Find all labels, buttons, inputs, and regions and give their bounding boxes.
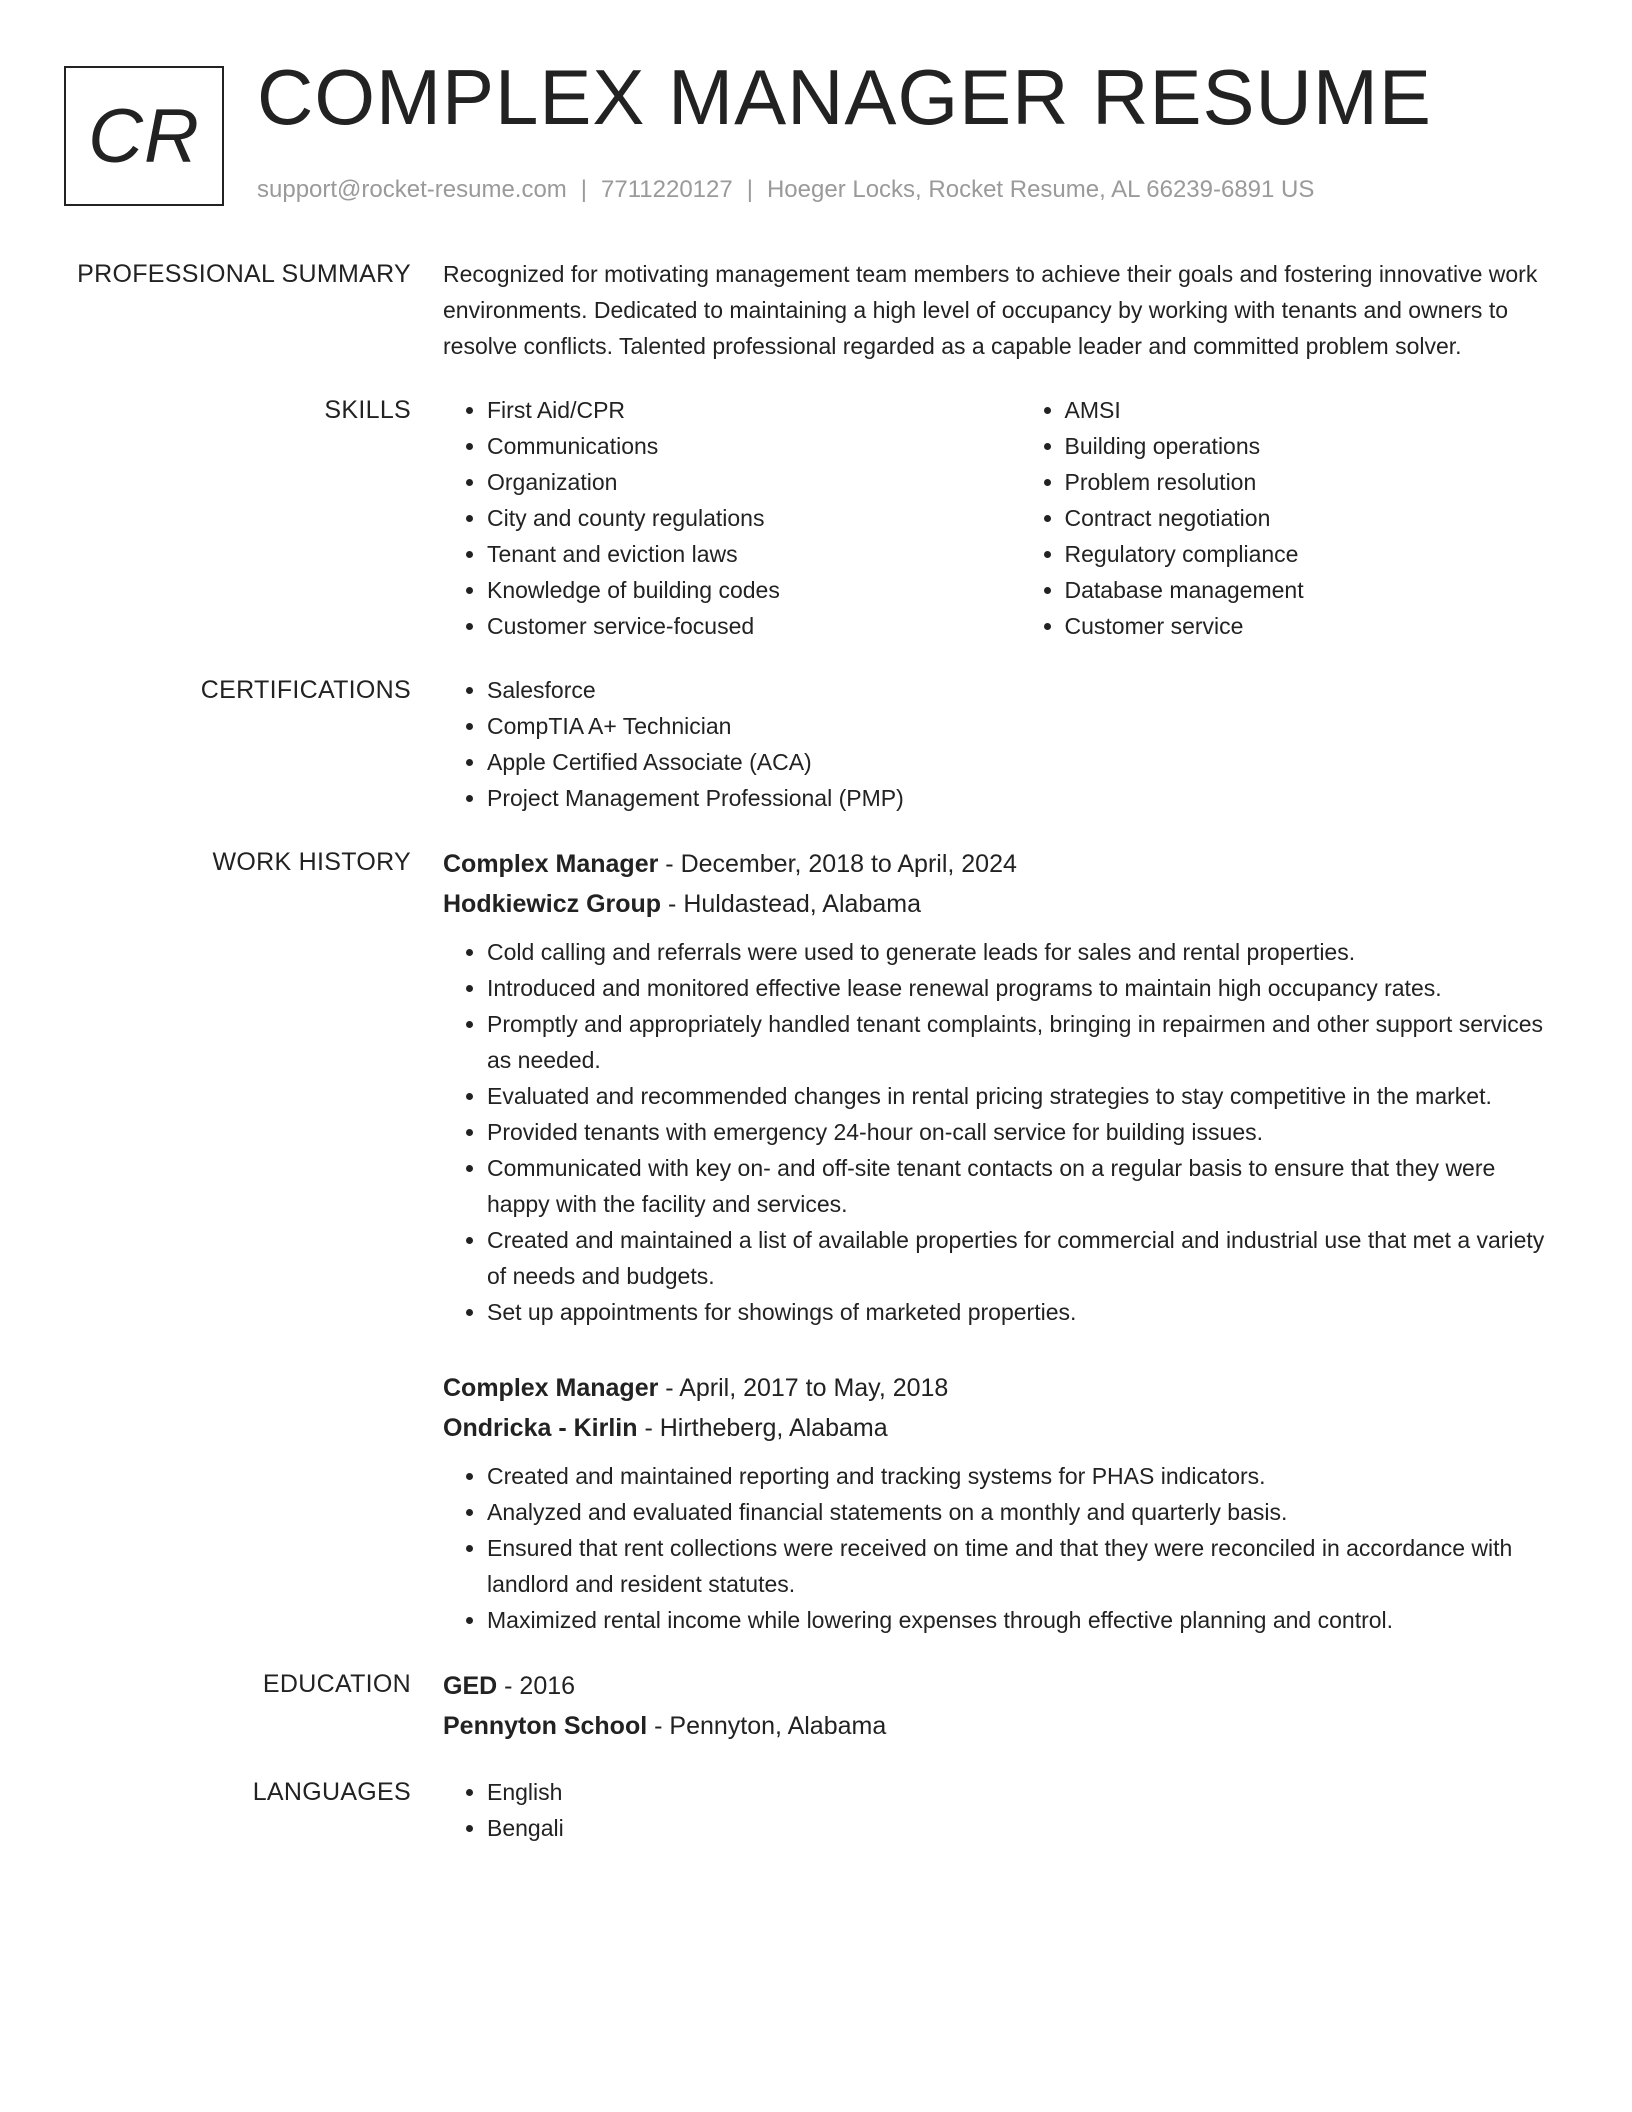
language-item: • Bengali [487,1810,1553,1846]
monogram-box [64,66,224,206]
job-company: Ondricka - Kirlin [443,1414,638,1442]
job-duties-list [443,934,1553,1330]
section-label-languages: LANGUAGES [252,1778,411,1806]
education-year: - 2016 [504,1672,576,1700]
job-duty: • Analyzed and evaluated financial statements on a monthly and quarterly basis. [487,1494,1553,1530]
education-body [443,1666,1553,1746]
job-title-line [443,1368,1553,1408]
section-label-skills: SKILLS [324,396,411,424]
skills-list-left [443,392,976,644]
languages-list [443,1774,1553,1846]
job-location: - Hirtheberg, Alabama [644,1414,888,1442]
job-duty: • Introduced and monitored effective lease renewal programs to maintain high occupancy rates. [487,970,1553,1006]
section-label-summary: PROFESSIONAL SUMMARY [77,260,411,288]
work-history-body [443,844,1553,1638]
summary-text: Recognized for motivating management team members to achieve their goals and fostering innovative work environments. Dedicated to maintaining a high level of occupancy by working with tenants and owners to resolve conflicts. Talented professional regarded as a capable leader and committed problem solver. [443,261,1538,359]
skill-item: • AMSI [1065,392,1554,428]
education-school: Pennyton School [443,1712,648,1740]
section-skills [0,392,1632,644]
education-degree: GED [443,1672,498,1700]
certification-item: • Apple Certified Associate (ACA) [487,744,1553,780]
skill-item: • Customer service-focused [487,608,976,644]
section-work-history [0,844,1632,1638]
job-entry [443,1368,1553,1638]
language-item: • English [487,1774,1553,1810]
job-title: Complex Manager [443,1374,659,1402]
section-label-work-history: WORK HISTORY [212,848,411,876]
job-duty: • Cold calling and referrals were used to generate leads for sales and rental properties. [487,934,1553,970]
job-duty: • Set up appointments for showings of marketed properties. [487,1294,1553,1330]
education-location: - Pennyton, Alabama [654,1712,887,1740]
resume-content [0,256,1632,1874]
education-degree-line [443,1666,1553,1706]
job-company-line [443,1408,1553,1448]
skill-item: • Building operations [1065,428,1554,464]
job-duty: • Ensured that rent collections were received on time and that they were reconciled in accordance with landlord and resident statutes. [487,1530,1553,1602]
skill-item: • Contract negotiation [1065,500,1554,536]
job-duty: • Maximized rental income while lowering expenses through effective planning and control. [487,1602,1553,1638]
contact-email[interactable]: support@rocket-resume.com [257,176,567,203]
section-label-certifications: CERTIFICATIONS [200,676,411,704]
section-education [0,1666,1632,1746]
certification-item: • Salesforce [487,672,1553,708]
skill-item: • City and county regulations [487,500,976,536]
job-dates: - December, 2018 to April, 2024 [665,850,1017,878]
job-duty: • Created and maintained a list of available properties for commercial and industrial use that met a variety of needs and budgets. [487,1222,1553,1294]
skill-item: • Tenant and eviction laws [487,536,976,572]
job-duties-list [443,1458,1553,1638]
section-label-education: EDUCATION [262,1670,411,1698]
skill-item: • Communications [487,428,976,464]
job-duty: • Promptly and appropriately handled tenant complaints, bringing in repairmen and other support services as needed. [487,1006,1553,1078]
education-school-line [443,1706,1553,1746]
job-company: Hodkiewicz Group [443,890,662,918]
skill-item: • Customer service [1065,608,1554,644]
job-duty: • Created and maintained reporting and tracking systems for PHAS indicators. [487,1458,1553,1494]
job-entry [443,844,1553,1330]
certifications-list [443,672,1553,816]
contact-phone[interactable]: 7711220127 [601,176,733,203]
section-summary [0,256,1632,364]
skill-item: • First Aid/CPR [487,392,976,428]
skill-item: • Problem resolution [1065,464,1554,500]
certification-item: • Project Management Professional (PMP) [487,780,1553,816]
job-company-line [443,884,1553,924]
skills-list-right [1021,392,1554,644]
skill-item: • Knowledge of building codes [487,572,976,608]
job-dates: - April, 2017 to May, 2018 [665,1374,949,1402]
contact-separator: | [746,176,753,203]
skill-item: • Organization [487,464,976,500]
job-title-line [443,844,1553,884]
certification-item: • CompTIA A+ Technician [487,708,1553,744]
job-duty: • Provided tenants with emergency 24-hour on-call service for building issues. [487,1114,1553,1150]
contact-line [257,176,1314,204]
job-duty: • Evaluated and recommended changes in rental pricing strategies to stay competitive in the market. [487,1078,1553,1114]
contact-address: Hoeger Locks, Rocket Resume, AL 66239-6891 US [766,176,1315,203]
section-certifications [0,672,1632,816]
languages-body [443,1774,1553,1846]
skill-item: • Regulatory compliance [1065,536,1554,572]
job-duty: • Communicated with key on- and off-site tenant contacts on a regular basis to ensure that they were happy with the facility and services. [487,1150,1553,1222]
monogram-initials: CR [88,93,200,179]
contact-separator: | [580,176,588,203]
job-title: Complex Manager [443,850,659,878]
job-location: - Huldastead, Alabama [668,890,921,918]
skill-item: • Database management [1065,572,1554,608]
certifications-body [443,672,1553,816]
skills-columns [443,392,1553,644]
section-languages [0,1774,1632,1846]
resume-title: COMPLEX MANAGER RESUME [257,53,1432,141]
